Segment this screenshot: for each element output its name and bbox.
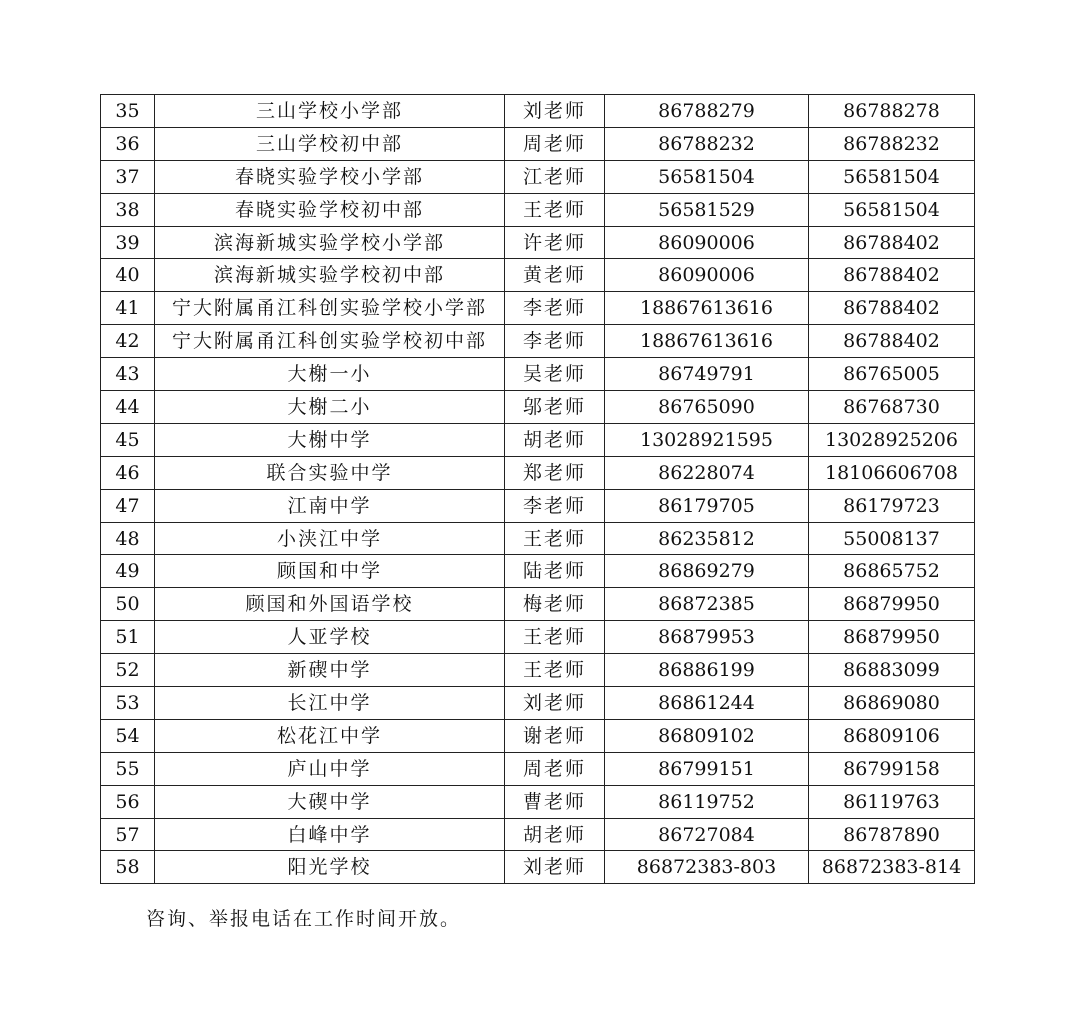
school-name-cell: 新碶中学 [155,654,505,687]
consult-phone-cell: 86090006 [605,226,809,259]
table-row [101,555,975,588]
school-name-cell: 三山学校初中部 [155,127,505,160]
report-phone-cell: 86788402 [809,292,975,325]
table-row [101,226,975,259]
table-body [101,95,975,884]
consult-phone-cell: 86799151 [605,752,809,785]
row-number-cell: 37 [101,160,155,193]
row-number-cell: 45 [101,423,155,456]
row-number-cell: 47 [101,489,155,522]
row-number-cell: 46 [101,456,155,489]
table-row [101,456,975,489]
contact-person-cell: 郑老师 [505,456,605,489]
footer-note: 咨询、举报电话在工作时间开放。 [146,908,462,930]
report-phone-cell: 86879950 [809,588,975,621]
contact-person-cell: 吴老师 [505,358,605,391]
contact-person-cell: 李老师 [505,292,605,325]
report-phone-cell: 86872383-814 [809,851,975,884]
school-name-cell: 联合实验中学 [155,456,505,489]
consult-phone-cell: 56581504 [605,160,809,193]
report-phone-cell: 86883099 [809,654,975,687]
report-phone-cell: 86869080 [809,687,975,720]
contact-person-cell: 许老师 [505,226,605,259]
contact-person-cell: 周老师 [505,127,605,160]
row-number-cell: 50 [101,588,155,621]
contact-person-cell: 刘老师 [505,687,605,720]
report-phone-cell: 86765005 [809,358,975,391]
table-row [101,193,975,226]
table-row [101,621,975,654]
consult-phone-cell: 86119752 [605,785,809,818]
row-number-cell: 35 [101,95,155,128]
consult-phone-cell: 18867613616 [605,325,809,358]
consult-phone-cell: 86788279 [605,95,809,128]
contact-person-cell: 黄老师 [505,259,605,292]
school-name-cell: 春晓实验学校小学部 [155,160,505,193]
consult-phone-cell: 86765090 [605,391,809,424]
table-row [101,127,975,160]
report-phone-cell: 13028925206 [809,423,975,456]
consult-phone-cell: 86886199 [605,654,809,687]
school-name-cell: 滨海新城实验学校初中部 [155,259,505,292]
consult-phone-cell: 86788232 [605,127,809,160]
table-row [101,358,975,391]
table-row [101,259,975,292]
contact-person-cell: 陆老师 [505,555,605,588]
report-phone-cell: 86799158 [809,752,975,785]
school-contact-table [100,94,975,884]
table-row [101,292,975,325]
row-number-cell: 56 [101,785,155,818]
report-phone-cell: 56581504 [809,160,975,193]
consult-phone-cell: 86235812 [605,522,809,555]
report-phone-cell: 86788402 [809,226,975,259]
contact-person-cell: 邬老师 [505,391,605,424]
table-row [101,160,975,193]
row-number-cell: 51 [101,621,155,654]
contact-person-cell: 江老师 [505,160,605,193]
consult-phone-cell: 86179705 [605,489,809,522]
school-name-cell: 大榭中学 [155,423,505,456]
contact-person-cell: 王老师 [505,193,605,226]
school-name-cell: 小浃江中学 [155,522,505,555]
report-phone-cell: 86788402 [809,259,975,292]
contact-person-cell: 刘老师 [505,851,605,884]
row-number-cell: 38 [101,193,155,226]
school-name-cell: 松花江中学 [155,719,505,752]
table-row [101,391,975,424]
school-name-cell: 滨海新城实验学校小学部 [155,226,505,259]
report-phone-cell: 86865752 [809,555,975,588]
contact-person-cell: 王老师 [505,522,605,555]
school-name-cell: 白峰中学 [155,818,505,851]
contact-person-cell: 胡老师 [505,818,605,851]
report-phone-cell: 86809106 [809,719,975,752]
consult-phone-cell: 86809102 [605,719,809,752]
table-row [101,95,975,128]
consult-phone-cell: 56581529 [605,193,809,226]
table-row [101,818,975,851]
report-phone-cell: 18106606708 [809,456,975,489]
school-name-cell: 顾国和外国语学校 [155,588,505,621]
row-number-cell: 53 [101,687,155,720]
school-name-cell: 顾国和中学 [155,555,505,588]
report-phone-cell: 56581504 [809,193,975,226]
row-number-cell: 44 [101,391,155,424]
table-row [101,654,975,687]
school-name-cell: 阳光学校 [155,851,505,884]
row-number-cell: 58 [101,851,155,884]
consult-phone-cell: 13028921595 [605,423,809,456]
report-phone-cell: 86788402 [809,325,975,358]
consult-phone-cell: 86879953 [605,621,809,654]
school-name-cell: 江南中学 [155,489,505,522]
school-name-cell: 人亚学校 [155,621,505,654]
report-phone-cell: 86179723 [809,489,975,522]
consult-phone-cell: 86872383-803 [605,851,809,884]
table-row [101,719,975,752]
contact-person-cell: 曹老师 [505,785,605,818]
report-phone-cell: 55008137 [809,522,975,555]
row-number-cell: 40 [101,259,155,292]
row-number-cell: 43 [101,358,155,391]
report-phone-cell: 86119763 [809,785,975,818]
school-name-cell: 春晓实验学校初中部 [155,193,505,226]
row-number-cell: 49 [101,555,155,588]
school-name-cell: 宁大附属甬江科创实验学校初中部 [155,325,505,358]
table-row [101,325,975,358]
row-number-cell: 39 [101,226,155,259]
school-name-cell: 大榭二小 [155,391,505,424]
table-row [101,423,975,456]
contact-person-cell: 谢老师 [505,719,605,752]
table-row [101,851,975,884]
contact-person-cell: 王老师 [505,654,605,687]
row-number-cell: 55 [101,752,155,785]
report-phone-cell: 86768730 [809,391,975,424]
consult-phone-cell: 86872385 [605,588,809,621]
table-row [101,489,975,522]
contact-person-cell: 李老师 [505,489,605,522]
contact-person-cell: 胡老师 [505,423,605,456]
school-name-cell: 宁大附属甬江科创实验学校小学部 [155,292,505,325]
row-number-cell: 42 [101,325,155,358]
consult-phone-cell: 86869279 [605,555,809,588]
table-row [101,687,975,720]
contact-person-cell: 周老师 [505,752,605,785]
table-row [101,785,975,818]
consult-phone-cell: 86727084 [605,818,809,851]
consult-phone-cell: 86228074 [605,456,809,489]
row-number-cell: 57 [101,818,155,851]
school-name-cell: 大榭一小 [155,358,505,391]
row-number-cell: 52 [101,654,155,687]
row-number-cell: 41 [101,292,155,325]
table-row [101,588,975,621]
consult-phone-cell: 86090006 [605,259,809,292]
consult-phone-cell: 18867613616 [605,292,809,325]
row-number-cell: 48 [101,522,155,555]
report-phone-cell: 86788232 [809,127,975,160]
report-phone-cell: 86788278 [809,95,975,128]
contact-person-cell: 王老师 [505,621,605,654]
school-name-cell: 庐山中学 [155,752,505,785]
report-phone-cell: 86879950 [809,621,975,654]
table-row [101,752,975,785]
report-phone-cell: 86787890 [809,818,975,851]
consult-phone-cell: 86861244 [605,687,809,720]
school-name-cell: 三山学校小学部 [155,95,505,128]
contact-person-cell: 梅老师 [505,588,605,621]
contact-person-cell: 李老师 [505,325,605,358]
contact-person-cell: 刘老师 [505,95,605,128]
table-row [101,522,975,555]
school-name-cell: 长江中学 [155,687,505,720]
row-number-cell: 36 [101,127,155,160]
row-number-cell: 54 [101,719,155,752]
school-name-cell: 大碶中学 [155,785,505,818]
consult-phone-cell: 86749791 [605,358,809,391]
